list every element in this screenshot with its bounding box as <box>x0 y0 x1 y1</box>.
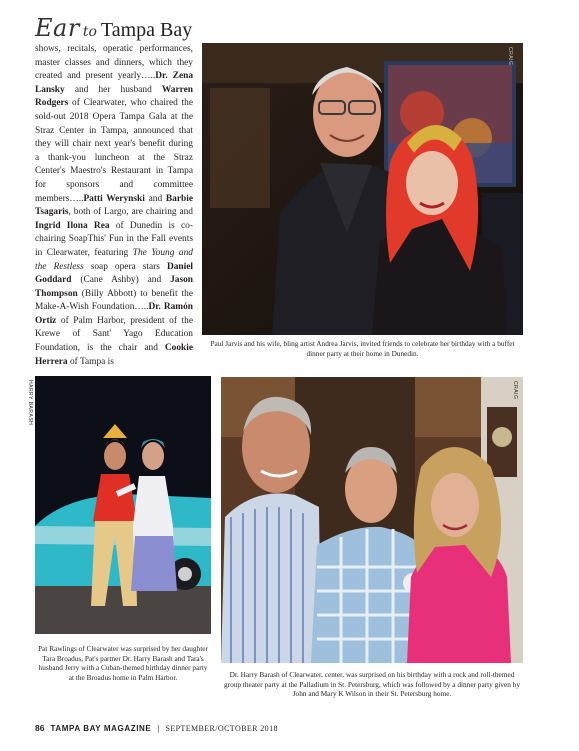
article-name-bold: Patti Werynski <box>83 193 145 204</box>
article-text-run: (Billy Abbott) to benefit the Make-A-Wish Foundation….. <box>35 288 193 313</box>
page-footer <box>35 723 278 733</box>
article-name-bold: Cookie Herrera <box>35 343 193 367</box>
section-header <box>35 14 192 44</box>
photo-jarvis-illustration <box>202 43 523 335</box>
article-title-italic: The Young and the Restless <box>35 247 193 272</box>
page-number: 86 <box>35 723 45 733</box>
article-name-bold: Dr. Zena Lansky <box>35 71 194 95</box>
article-text-run: of Tampa is <box>67 356 114 367</box>
issue-date: SEPTEMBER/OCTOBER 2018 <box>165 724 278 733</box>
article-text-run: shows, recitals, operatic performances, master classes and dinners, which they created and present yearly….. <box>35 44 193 82</box>
article-text-run: soap opera stars <box>83 261 167 272</box>
header-place: Tampa Bay <box>100 19 193 41</box>
article-text-run: of Dunedin is co-chairing SoapThis' Fun in the Fall events in Clearwater, featuring <box>35 220 193 258</box>
article-text-run: , both of Largo, are chairing and <box>68 207 193 218</box>
header-connector: to <box>82 24 97 40</box>
header-script-word: Ear <box>35 14 80 42</box>
photo-barash-illustration <box>221 377 523 663</box>
article-text-run: of Palm Harbor, president of the Krewe of Sant' Yago Education Foundation, is the chair and <box>35 315 193 354</box>
photo-rawlings-illustration <box>35 376 211 634</box>
article-text-run: and <box>144 193 166 204</box>
caption-p3: Dr. Harry Barash of Clearwater, center, was surprised on his birthday with a rock and roll-themed group theater party at the Palladium in St. Petersburg, which was followed by a dinner party given by John and Mary K Wilson in their St. Petersburg home. <box>224 670 520 699</box>
caption-p1: Paul Jarvis and his wife, bling artist Andrea Jarvis, invited friends to celebrate her birthday with a buffet dinner party at their home in Dunedin. <box>210 339 515 358</box>
article-name-bold: Barbie Tsagaris <box>35 193 193 218</box>
article-body <box>35 43 193 369</box>
photo-barash-party <box>221 377 523 663</box>
photo-jarvis-couple <box>202 43 523 335</box>
article-name-bold: Jason Thompson <box>35 275 193 299</box>
photo-credit-p3: CRAIG <box>512 381 518 400</box>
article-text-run: and her husband <box>64 84 162 95</box>
photo-rawlings-party <box>27 376 211 634</box>
caption-p2: Pat Rawlings of Clearwater was surprised by her daughter Tara Broadus, Pat's partner Dr. Harry Barash and Tara's husband Jerry with a Cuban-themed birthday dinner party at the Broadus home in Palm Harbor. <box>38 644 208 682</box>
photo-credit-p2: HARRY BARASH <box>27 380 33 426</box>
article-name-bold: Daniel Goddard <box>35 261 193 286</box>
photo-credit-p1: CRAIG <box>507 47 513 66</box>
article-text-run: of Clearwater, who chaired the sold-out 2018 Opera Tampa Gala at the Straz Center in Tampa, announced that they will chair next year's benefit during a thank-you luncheon at the Straz Center's Maestro's Restaurant in Tampa for sponsors and committee members….. <box>35 98 193 204</box>
article-name-bold: Dr. Ramón Ortiz <box>35 302 193 326</box>
article-text-run: (Cane Ashby) and <box>71 275 171 286</box>
article-name-bold: Warren Rodgers <box>35 84 193 109</box>
article-name-bold: Ingrid Ilona Rea <box>35 220 110 231</box>
footer-separator: | <box>157 724 160 733</box>
magazine-name: TAMPA BAY MAGAZINE <box>50 724 152 733</box>
